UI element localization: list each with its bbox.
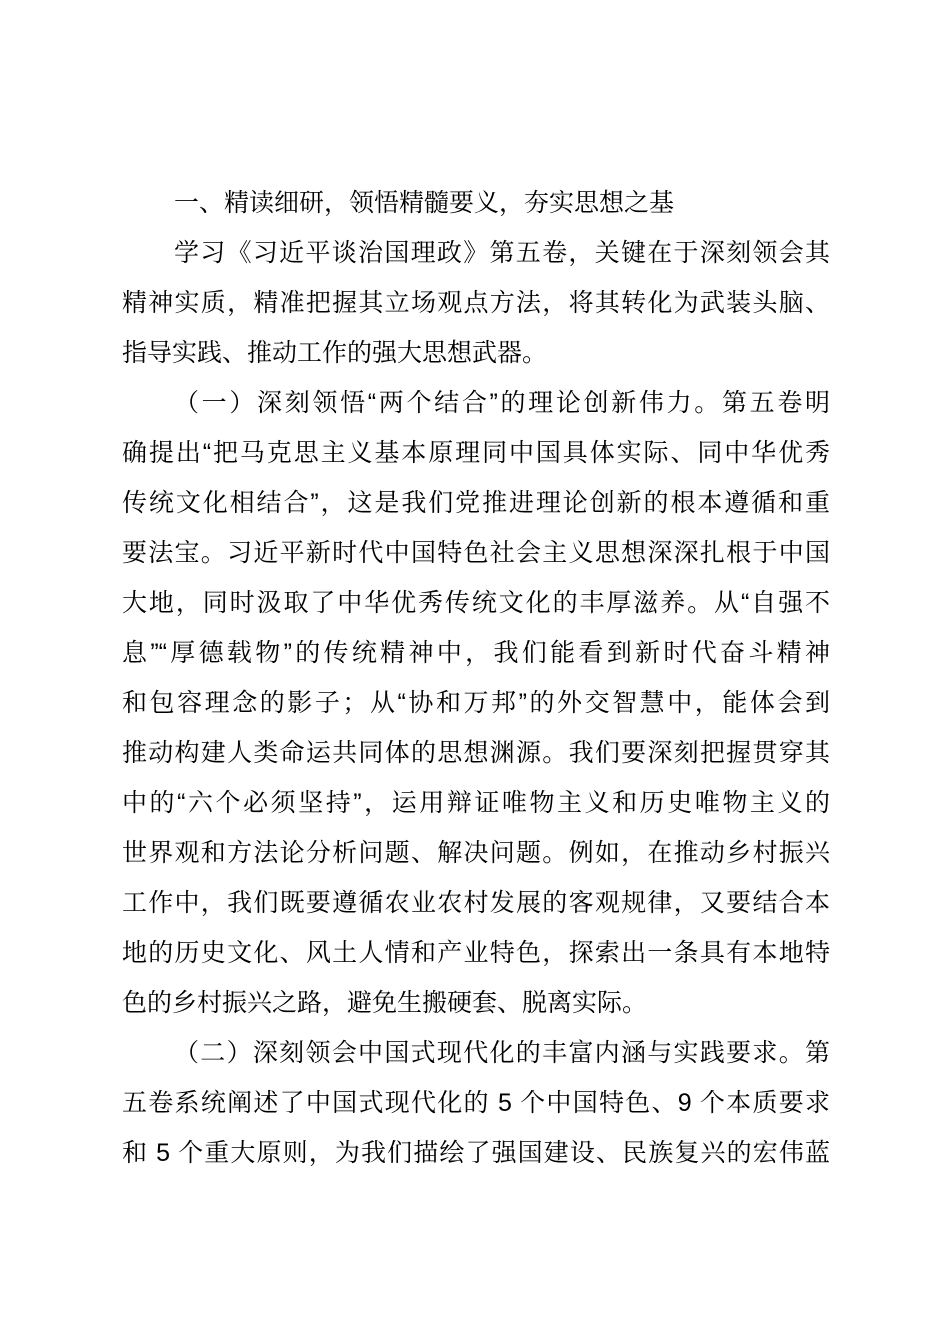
text-line: 工作中，我们既要遵循农业农村发展的客观规律，又要结合本 <box>122 889 830 917</box>
text-line: 一、精读细研，领悟精髓要义，夯实思想之基 <box>174 189 675 217</box>
intro-paragraph <box>122 228 830 378</box>
text-line: （二）深刻领会中国式现代化的丰富内涵与实践要求。第 <box>174 1039 830 1067</box>
text-line: 地的历史文化、风土人情和产业特色，探索出一条具有本地特 <box>122 939 830 967</box>
text-line: 世界观和方法论分析问题、解决问题。例如，在推动乡村振兴 <box>122 839 830 867</box>
text-line: 传统文化相结合”，这是我们党推进理论创新的根本遵循和重 <box>122 489 830 517</box>
text-line: 大地，同时汲取了中华优秀传统文化的丰厚滋养。从“自强不 <box>122 589 830 617</box>
subsection-2-paragraph <box>122 1028 830 1178</box>
text-line: 精神实质，精准把握其立场观点方法，将其转化为武装头脑、 <box>122 289 830 317</box>
text-line: 色的乡村振兴之路，避免生搬硬套、脱离实际。 <box>122 989 648 1017</box>
text-line: 和包容理念的影子；从“协和万邦”的外交智慧中，能体会到 <box>122 689 830 717</box>
document-body <box>122 178 830 1178</box>
text-line: 推动构建人类命运共同体的思想渊源。我们要深刻把握贯穿其 <box>122 739 830 767</box>
text-line: 指导实践、推动工作的强大思想武器。 <box>122 339 548 367</box>
text-line: 确提出“把马克思主义基本原理同中国具体实际、同中华优秀 <box>122 439 830 467</box>
section-1-heading <box>122 178 830 228</box>
subsection-1-paragraph <box>122 378 830 1028</box>
text-line: 和 5 个重大原则，为我们描绘了强国建设、民族复兴的宏伟蓝 <box>122 1139 830 1167</box>
text-line: （一）深刻领悟“两个结合”的理论创新伟力。第五卷明 <box>174 389 830 417</box>
text-line: 学习《习近平谈治国理政》第五卷，关键在于深刻领会其 <box>174 239 830 267</box>
text-line: 中的“六个必须坚持”，运用辩证唯物主义和历史唯物主义的 <box>122 789 830 817</box>
text-line: 五卷系统阐述了中国式现代化的 5 个中国特色、9 个本质要求 <box>122 1089 830 1117</box>
text-line: 息”“厚德载物”的传统精神中，我们能看到新时代奋斗精神 <box>122 639 830 667</box>
text-line: 要法宝。习近平新时代中国特色社会主义思想深深扎根于中国 <box>122 539 830 567</box>
